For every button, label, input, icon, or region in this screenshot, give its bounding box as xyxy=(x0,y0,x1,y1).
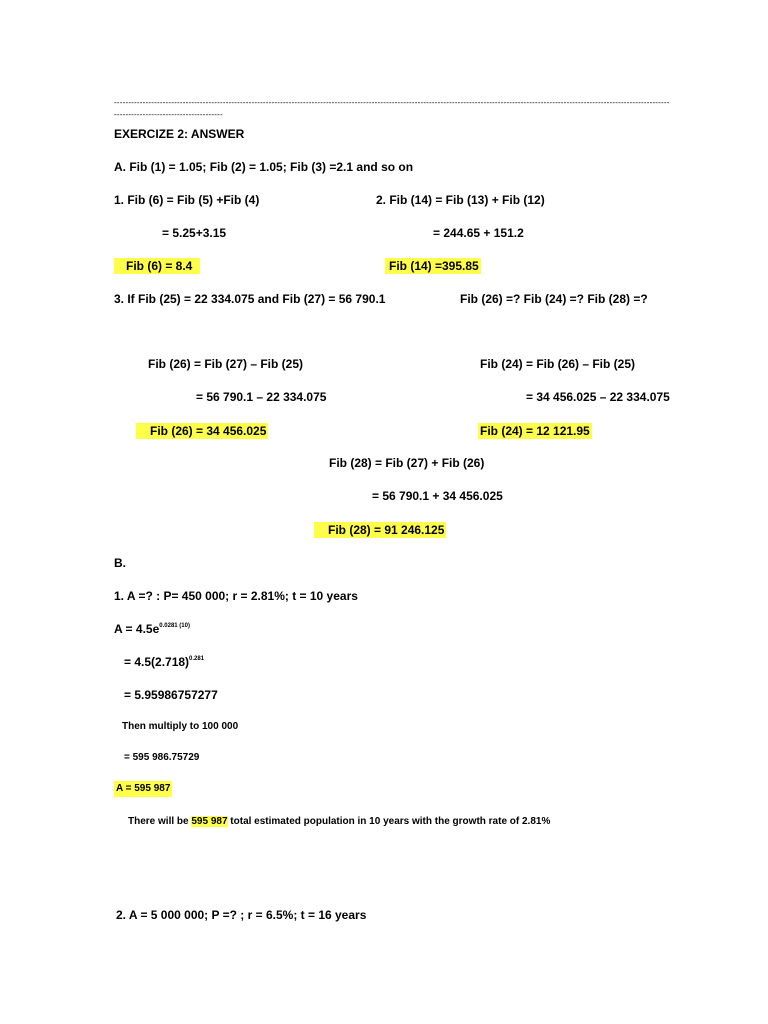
conclusion-highlight: 595 987 xyxy=(191,816,228,827)
fib28-calc: = 56 790.1 + 34 456.025 xyxy=(372,489,503,503)
conclusion-sentence: There will be 595 987 total estimated population in 10 years with the growth rate of 2.81% xyxy=(128,816,551,827)
q3-line: 3. If Fib (25) = 22 334.075 and Fib (27) = 56 790.1 xyxy=(114,292,386,306)
multiply-note: Then multiply to 100 000 xyxy=(122,721,239,732)
fib24-calc: = 34 456.025 – 22 334.075 xyxy=(526,390,670,404)
fib28-formula: Fib (28) = Fib (27) + Fib (26) xyxy=(329,456,485,470)
fib28-answer: Fib (28) = 91 246.125 xyxy=(314,522,446,538)
b-q1-answer: A = 595 987 xyxy=(114,781,172,797)
b-q2-line: 2. A = 5 000 000; P =? ; r = 6.5%; t = 16 years xyxy=(116,908,367,922)
divider-line: ---------------------------------------------------------------------------------------------------------------------------------------------------------------------------------------------------------------------------------------- xyxy=(114,98,670,119)
formula-exponent: 0.0281 (10) xyxy=(159,623,190,629)
formula-step-3: = 595 986.75729 xyxy=(124,752,200,763)
growth-formula: $A = 4.5e^{0.0281 (10)}$ xyxy=(114,622,190,636)
q2-line: 2. Fib (14) = Fib (13) + Fib (12) xyxy=(376,193,545,207)
formula-step-2: = 5.95986757277 xyxy=(124,688,218,702)
fib24-formula: Fib (24) = Fib (26) – Fib (25) xyxy=(480,357,636,371)
fib26-answer: Fib (26) = 34 456.025 xyxy=(136,423,268,439)
q2-calc: = 244.65 + 151.2 xyxy=(433,226,524,240)
step1-exponent: 0.281 xyxy=(189,656,205,662)
part-b-label: B. xyxy=(114,556,126,570)
q3-ask: Fib (26) =? Fib (24) =? Fib (28) =? xyxy=(460,292,648,306)
q1-calc: = 5.25+3.15 xyxy=(162,226,227,240)
formula-step-1: = $4.5(2.718)^{0.281}$ xyxy=(124,655,205,669)
b-q1-line: 1. A =? : P= 450 000; r = 2.81%; t = 10 years xyxy=(114,589,358,603)
q1-answer: Fib (6) = 8.4 xyxy=(114,258,200,274)
fib26-formula: Fib (26) = Fib (27) – Fib (25) xyxy=(148,357,304,371)
fib26-calc: = 56 790.1 – 22 334.075 xyxy=(196,390,327,404)
fib24-answer: Fib (24) = 12 121.95 xyxy=(480,424,590,438)
q1-line: 1. Fib (6) = Fib (5) +Fib (4) xyxy=(114,193,260,207)
q2-answer: Fib (14) =395.85 xyxy=(385,258,481,274)
page-title: EXERCIZE 2: ANSWER xyxy=(114,127,245,141)
part-a-intro: A. Fib (1) = 1.05; Fib (2) = 1.05; Fib (3) =2.1 and so on xyxy=(114,160,414,174)
